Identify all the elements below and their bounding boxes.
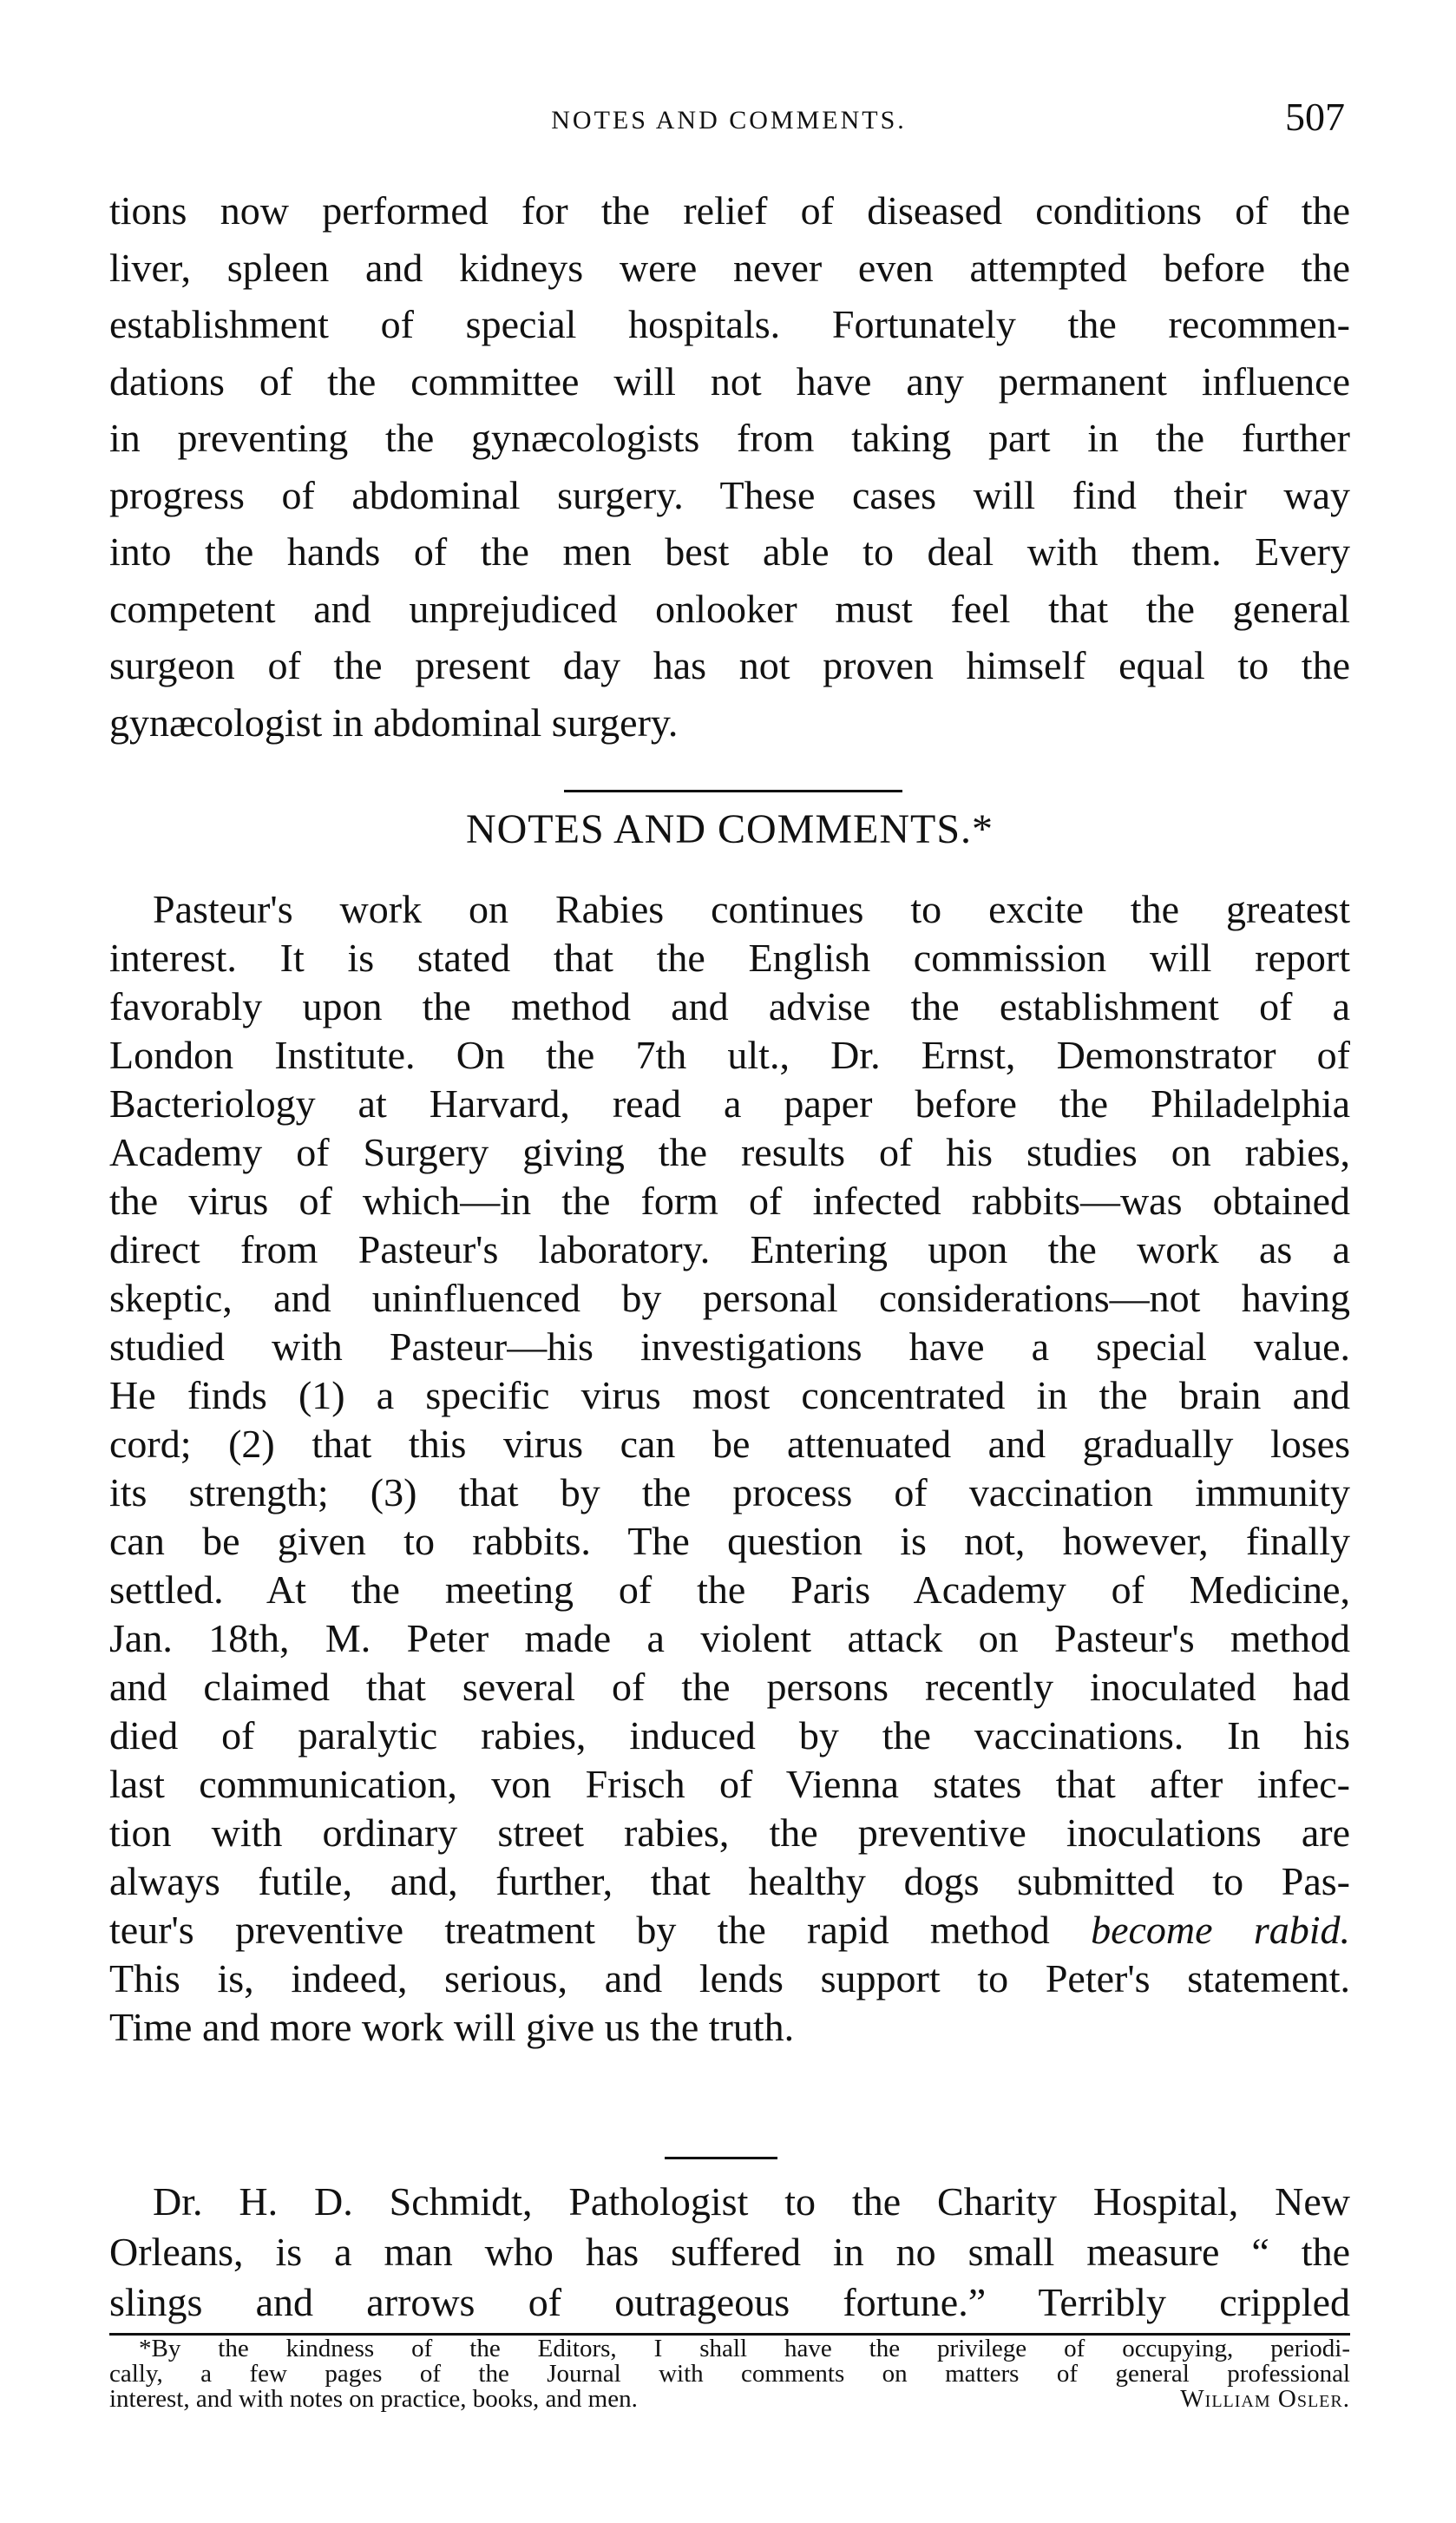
text-line: slings and arrows of outrageous fortune.” Terribly crippled xyxy=(109,2280,1350,2324)
italic-phrase: become rabid. xyxy=(1091,1908,1350,1952)
text-line: progress of abdominal surgery. These cases will find their way xyxy=(109,472,1350,517)
text-line: gynæcologist in abdominal surgery. xyxy=(109,700,679,745)
text-line: and claimed that several of the persons recently inoculated had xyxy=(109,1665,1350,1709)
text-line: Time and more work will give us the truth. xyxy=(109,2005,795,2049)
text-line: Jan. 18th, M. Peter made a violent attack on Pasteur's method xyxy=(109,1616,1350,1660)
text-line: establishment of special hospitals. Fortunately the recommen- xyxy=(109,302,1350,346)
page-number: 507 xyxy=(1285,95,1345,139)
text-line: London Institute. On the 7th ult., Dr. Ernst, Demonstrator of xyxy=(109,1033,1350,1077)
text-line: in preventing the gynæcologists from taking part in the further xyxy=(109,416,1350,460)
text-line: Pasteur's work on Rabies continues to excite the greatest xyxy=(153,887,1350,931)
schmidt-paragraph xyxy=(109,2177,1350,2328)
paragraph-divider-rule xyxy=(665,2157,777,2159)
text-line: its strength; (3) that by the process of vaccination immunity xyxy=(109,1470,1350,1514)
text-line: tions now performed for the relief of diseased conditions of the xyxy=(109,188,1350,233)
text-line: surgeon of the present day has not proven himself equal to the xyxy=(109,643,1350,687)
text-line: died of paralytic rabies, induced by the vaccinations. In his xyxy=(109,1713,1350,1758)
text-line: the virus of which—in the form of infected rabbits—was obtained xyxy=(109,1179,1350,1223)
text-line: direct from Pasteur's laboratory. Entering upon the work as a xyxy=(109,1227,1350,1271)
text-line: dations of the committee will not have any permanent influence xyxy=(109,358,1350,404)
footnote xyxy=(109,2336,1350,2412)
running-head-title: NOTES AND COMMENTS. xyxy=(551,106,907,135)
footnote-line: interest, and with notes on practice, books, and men. xyxy=(109,2385,638,2413)
footnote-rule xyxy=(109,2333,1350,2336)
text-line: tion with ordinary street rabies, the preventive inoculations are xyxy=(109,1810,1350,1855)
footnote-last-line xyxy=(109,2387,1350,2412)
section-heading: NOTES AND COMMENTS.* xyxy=(465,806,994,852)
text-line: interest. It is stated that the English commission will report xyxy=(109,936,1350,980)
text-line: Orleans, is a man who has suffered in no small measure “ the xyxy=(109,2230,1350,2274)
text-line: cord; (2) that this virus can be attenuated and gradually loses xyxy=(109,1422,1350,1466)
text-line: This is, indeed, serious, and lends support to Peter's statement. xyxy=(109,1956,1350,2001)
text-line: favorably upon the method and advise the establishment of a xyxy=(109,984,1350,1028)
rabies-paragraph xyxy=(109,885,1350,2052)
text-line: can be given to rabbits. The question is not, however, finally xyxy=(109,1519,1350,1563)
footnote-line: *By the kindness of the Editors, I shall have the privilege of occupying, periodi- xyxy=(139,2336,1350,2362)
text-line: into the hands of the men best able to deal with them. Every xyxy=(109,529,1350,574)
section-divider-rule xyxy=(564,790,902,792)
text-line: liver, spleen and kidneys were never even attempted before the xyxy=(109,245,1350,290)
footnote-signature: William Osler. xyxy=(1180,2385,1350,2413)
running-head xyxy=(104,94,1354,146)
text-line: He finds (1) a specific virus most concentrated in the brain and xyxy=(109,1373,1350,1417)
text-line: settled. At the meeting of the Paris Academy of Medicine, xyxy=(109,1567,1350,1612)
text-line: Dr. H. D. Schmidt, Pathologist to the Charity Hospital, New xyxy=(153,2179,1350,2224)
text-segment: teur's preventive treatment by the rapid method xyxy=(109,1908,1092,1952)
text-line-with-italic xyxy=(109,1906,1350,1955)
text-line: competent and unprejudiced onlooker must feel that the general xyxy=(109,586,1350,631)
footnote-line: cally, a few pages of the Journal with comments on matters of general professional xyxy=(109,2362,1350,2387)
continued-article-paragraph xyxy=(109,182,1350,751)
text-line: studied with Pasteur—his investigations have a special value. xyxy=(109,1324,1350,1369)
text-line: Bacteriology at Harvard, read a paper before the Philadelphia xyxy=(109,1081,1350,1126)
text-line: always futile, and, further, that healthy dogs submitted to Pas- xyxy=(109,1859,1350,1903)
text-line: last communication, von Frisch of Vienna states that after infec- xyxy=(109,1762,1350,1806)
text-line: Academy of Surgery giving the results of his studies on rabies, xyxy=(109,1130,1350,1174)
text-line: skeptic, and uninfluenced by personal considerations—not having xyxy=(109,1276,1350,1320)
